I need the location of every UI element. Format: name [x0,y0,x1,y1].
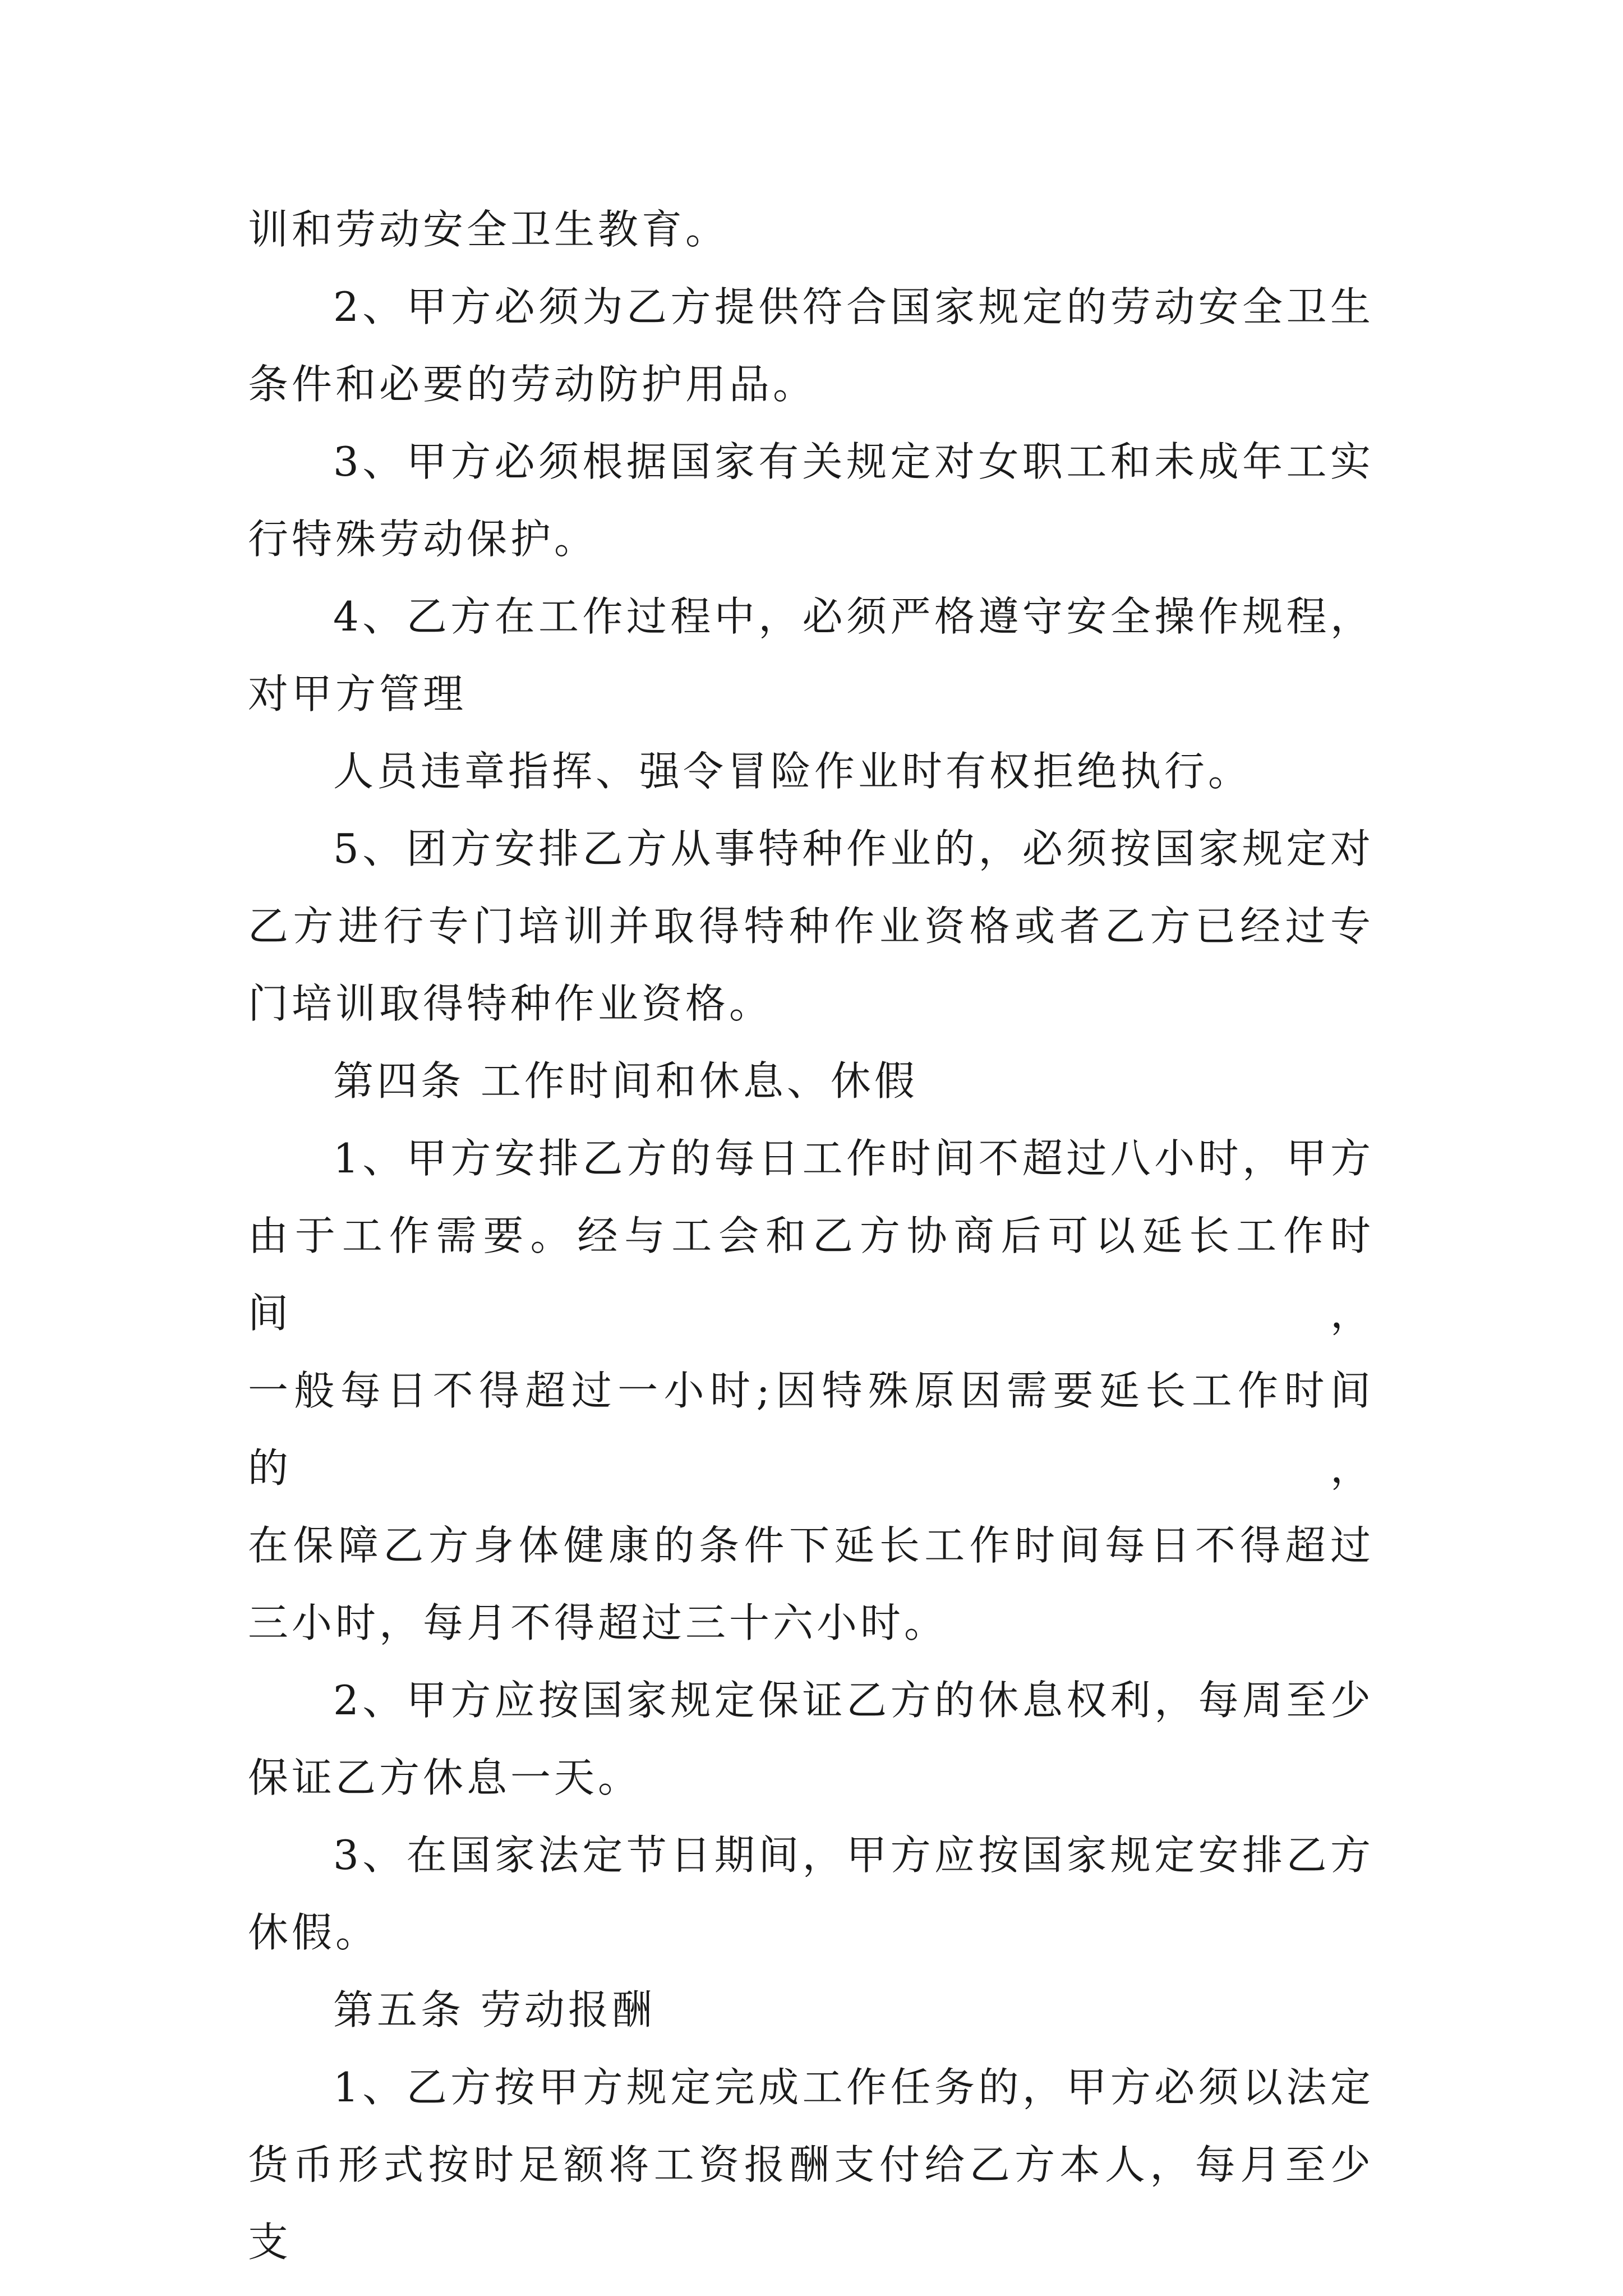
paragraph-clause-3-3 [248,423,1374,578]
paragraph-clause-3-2 [248,268,1374,423]
text-line: 保证乙方休息一天。 [248,1754,642,1801]
paragraph-clause-4-3 [248,1816,1374,1971]
text-line: 2、甲方必须为乙方提供符合国家规定的劳动安全卫生 [333,283,1374,330]
text-line: 三小时，每月不得超过三十六小时。 [248,1599,948,1646]
text-line: 3、甲方必须根据国家有关规定对女职工和未成年工实 [333,438,1374,485]
paragraph-clause-5-1 [248,2049,1374,2281]
text-line: 乙方进行专门培训并取得特种作业资格或者乙方已经过专 [248,903,1374,950]
text-line: 3、在国家法定节日期间，甲方应按国家规定安排乙方 [333,1832,1374,1879]
text-line: 休假。 [248,1909,380,1956]
text-line: 门培训取得特种作业资格。 [248,980,773,1027]
paragraph-clause-3-5 [248,810,1374,1042]
section-heading: 第四条 工作时间和休息、休假 [333,1057,918,1105]
text-line: 条件和必要的劳动防护用品。 [248,361,817,408]
heading-article-4 [248,1042,1374,1120]
text-line: 4、乙方在工作过程中，必须严格遵守安全操作规程， [333,593,1374,640]
paragraph-safety-education-end [248,191,1374,268]
text-line: 1、甲方安排乙方的每日工作时间不超过八小时，甲方 [333,1135,1374,1182]
text-line: 货币形式按时足额将工资报酬支付给乙方本人，每月至少支 [248,2141,1374,2266]
section-heading: 第五条 劳动报酬 [333,1986,656,2033]
text-line: 训和劳动安全卫生教育。 [248,206,730,253]
paragraph-clause-4-2 [248,1662,1374,1816]
paragraph-clause-4-1 [248,1120,1374,1662]
paragraph-clause-3-4 [248,578,1374,733]
heading-article-5 [248,1971,1374,2049]
text-line: 5、团方安排乙方从事特种作业的，必须按国家规定对 [333,825,1374,872]
text-line: 对甲方管理 [248,670,467,717]
text-line: 行特殊劳动保护。 [248,516,598,563]
text-line: 在保障乙方身体健康的条件下延长工作时间每日不得超过 [248,1522,1374,1569]
paragraph-clause-3-4-cont [248,733,1374,810]
text-line: 由于工作需要。经与工会和乙方协商后可以延长工作时间， [248,1212,1374,1337]
text-line: 1、乙方按甲方规定完成工作任务的，甲方必须以法定 [333,2064,1374,2111]
text-line: 人员违章指挥、强令冒险作业时有权拒绝执行。 [333,748,1252,795]
text-line: 2、甲方应按国家规定保证乙方的休息权利，每周至少 [333,1677,1374,1724]
text-line: 一般每日不得超过一小时;因特殊原因需要延长工作时间的， [248,1367,1374,1492]
document-body [248,191,1374,2281]
